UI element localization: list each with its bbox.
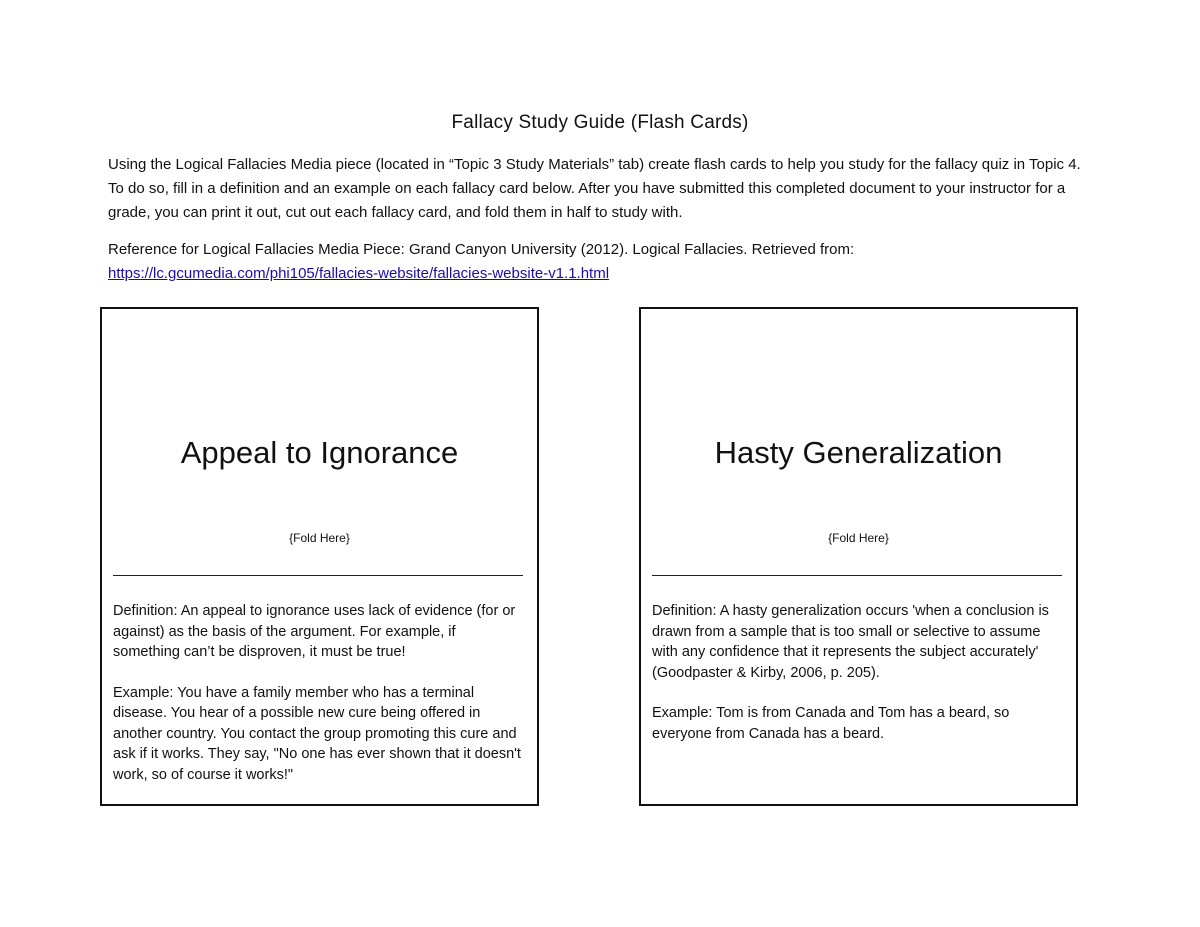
fold-line	[113, 575, 523, 576]
reference-link[interactable]: https://lc.gcumedia.com/phi105/fallacies-website/fallacies-website-v1.1.html	[108, 265, 610, 282]
card-body	[652, 601, 1062, 764]
fold-label: {Fold Here}	[289, 531, 350, 545]
flash-card-appeal-to-ignorance	[100, 307, 539, 806]
document-title: Fallacy Study Guide (Flash Cards)	[451, 112, 749, 133]
card-title: Hasty Generalization	[714, 435, 1003, 470]
card-definition: Definition: A hasty generalization occurs 'when a conclusion is drawn from a sample that is too small or selective to assume with any confidence that it represents the subject accurately' (Goodpaster & Kirby, 2006, p. 205).	[652, 603, 1049, 681]
fold-label: {Fold Here}	[828, 531, 889, 545]
reference-paragraph	[108, 238, 1083, 286]
reference-text: Reference for Logical Fallacies Media Piece: Grand Canyon University (2012). Logical Fallacies. Retrieved from:	[108, 241, 855, 258]
card-body	[113, 601, 523, 805]
card-definition: Definition: An appeal to ignorance uses lack of evidence (for or against) as the basis of the argument. For example, if something can’t be disproven, it must be true!	[113, 603, 516, 660]
card-title: Appeal to Ignorance	[180, 435, 459, 470]
card-example: Example: You have a family member who has a terminal disease. You hear of a possible new cure being offered in another country. You contact the group promoting this cure and ask if it works. They say, "No one has ever shown that it doesn't work, so of course it works!"	[113, 684, 521, 783]
fold-line	[652, 575, 1062, 576]
card-example: Example: Tom is from Canada and Tom has a beard, so everyone from Canada has a beard.	[652, 705, 1010, 742]
flash-card-hasty-generalization	[639, 307, 1078, 806]
instructions-paragraph: Using the Logical Fallacies Media piece (located in “Topic 3 Study Materials” tab) create flash cards to help you study for the fallacy quiz in Topic 4. To do so, fill in a definition and an example on each fallacy card below. After you have submitted this completed document to your instructor for a grade, you can print it out, cut out each fallacy card, and fold them in half to study with.	[108, 156, 1081, 221]
